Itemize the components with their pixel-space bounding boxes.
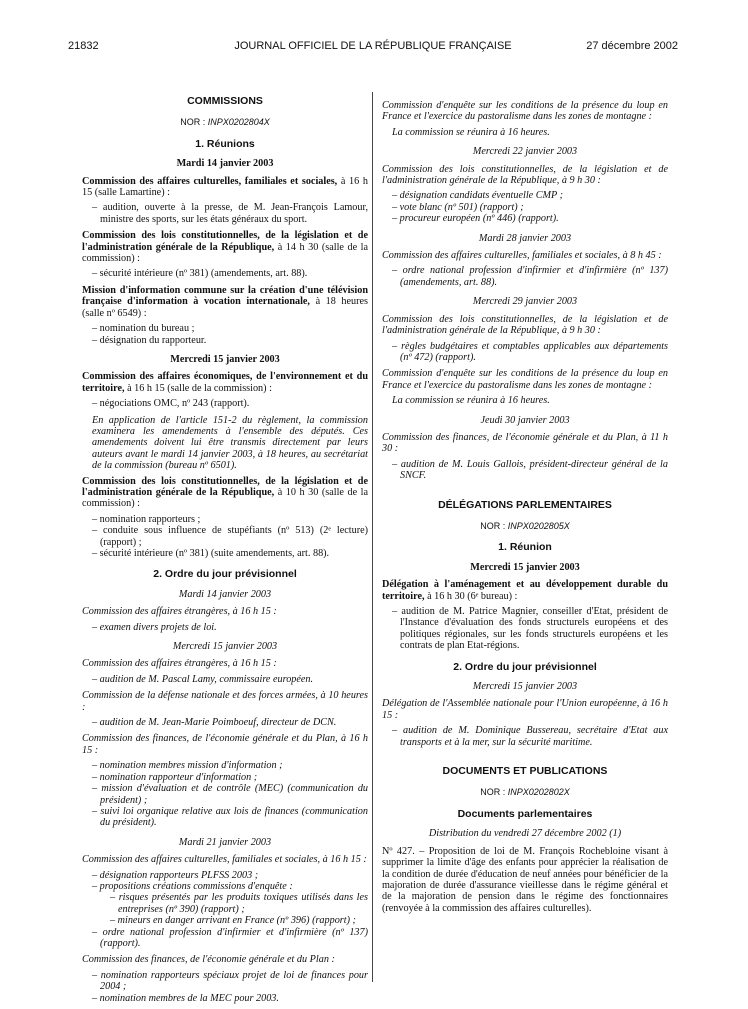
meeting-entry: Commission d'enquête sur les conditions de la présence du loup en France et l'exercice du pastoralisme dans les zones de montagne : <box>382 100 668 123</box>
list-item: – audition de M. Pascal Lamy, commissaire européen. <box>92 674 368 685</box>
list-item: – nomination du bureau ; <box>92 323 368 334</box>
list-item: – procureur européen (nº 446) (rapport). <box>392 213 668 224</box>
list-item: – vote blanc (nº 501) (rapport) ; <box>392 202 668 213</box>
meeting-entry: Commission des affaires culturelles, familiales et sociales, à 16 h 15 : <box>82 854 367 866</box>
agenda-list <box>382 341 668 364</box>
column-divider <box>372 92 373 982</box>
list-item: – sécurité intérieure (nº 381) (suite amendements, art. 88). <box>92 548 368 559</box>
list-item: – désignation du rapporteur. <box>92 335 368 346</box>
agenda-list <box>382 606 668 652</box>
meeting-entry: Commission des affaires étrangères, à 16 h 15 : <box>82 658 277 670</box>
list-item: – négociations OMC, nº 243 (rapport). <box>92 398 368 409</box>
day-heading: Mardi 28 janvier 2003 <box>478 232 572 244</box>
list-item: – risques présentés par les produits toxiques utilisés dans les entreprises (nº 390) (rapport) ; <box>110 892 368 915</box>
day-heading: Jeudi 30 janvier 2003 <box>480 414 570 426</box>
agenda-list <box>82 202 368 225</box>
agenda-list <box>382 459 668 482</box>
list-item: – conduite sous influence de stupéfiants (nº 513) (2ᵉ lecture) (rapport) ; <box>92 525 368 548</box>
day-heading: Mercredi 15 janvier 2003 <box>470 561 580 573</box>
meeting-entry: Commission des lois constitutionnelles, de la législation et de l'administration générale de la République, à 9 h 30 : <box>382 163 668 187</box>
meeting-entry: Commission des lois constitutionnelles, de la législation et de l'administration générale de la République, à 9 h 30 : <box>382 313 668 337</box>
list-item: – nomination membres mission d'information ; <box>92 760 368 771</box>
agenda-list <box>82 398 368 409</box>
list-item: – sécurité intérieure (nº 381) (amendements, art. 88). <box>92 268 368 279</box>
meeting-entry: Commission des finances, de l'économie générale et du Plan : <box>82 954 335 966</box>
subsection-reunion: 1. Réunion <box>498 541 552 554</box>
list-item: – ordre national profession d'infirmier et d'infirmière (nº 137) (rapport). <box>92 927 368 950</box>
meeting-entry: Délégation de l'Assemblée nationale pour l'Union européenne, à 16 h 15 : <box>382 698 668 721</box>
list-item: – désignation candidats éventuelle CMP ; <box>392 190 668 201</box>
meeting-entry: Commission des affaires culturelles, familiales et sociales, à 8 h 45 : <box>382 250 662 262</box>
note: La commission se réunira à 16 heures. <box>392 126 550 138</box>
day-heading: Mercredi 15 janvier 2003 <box>172 641 278 653</box>
issue-date: 27 décembre 2002 <box>586 40 678 52</box>
page-number: 21832 <box>68 40 99 52</box>
distribution-heading: Distribution du vendredi 27 décembre 2002 (1) <box>428 828 622 840</box>
list-item: – audition de M. Patrice Magnier, conseiller d'Etat, président de l'Instance d'évaluation des fonds structurels européens et des politiques régionales, sur les fonds structurels européens et les contrats de plan Etat-régions. <box>392 606 668 652</box>
right-column <box>382 100 668 918</box>
meeting-entry: Commission des lois constitutionnelles, de la législation et de l'administration générale de la République, à 14 h 30 (salle de la commission) : <box>82 230 369 265</box>
list-item: – audition de M. Dominique Bussereau, secrétaire d'Etat aux transports et à la mer, sur la sécurité maritime. <box>392 725 668 748</box>
meeting-entry: Commission des affaires économiques, de l'environnement et du territoire, à 16 h 15 (salle de la commission) : <box>82 371 368 394</box>
nor-reference: NOR : INPX0202804X <box>180 117 270 128</box>
list-item: – propositions créations commissions d'enquête : – risques présentés par les produits toxiques utilisés dans les entreprises (nº 390) (rapport) ; – mineurs en danger arrivant en France (nº 396) (rapport) ; <box>92 881 368 927</box>
day-heading: Mercredi 15 janvier 2003 <box>472 681 578 693</box>
left-column <box>82 96 368 1009</box>
list-item: – examen divers projets de loi. <box>92 622 368 633</box>
list-item: – règles budgétaires et comptables applicables aux départements (nº 472) (rapport). <box>392 341 668 364</box>
agenda-list <box>382 190 668 224</box>
nor-reference: NOR : INPX0202805X <box>480 520 570 531</box>
day-heading: Mercredi 29 janvier 2003 <box>472 296 578 308</box>
agenda-list <box>82 674 368 685</box>
note: En application de l'article 151-2 du règlement, la commission examinera les amendements à l'ensemble des députés. Ces amendements doivent lui être transmis directement par leurs auteurs avant le mardi 14 janvier 2003, à 18 heures, au secrétariat de la commission (bureau nº 6501). <box>92 414 368 472</box>
meeting-entry: Commission des lois constitutionnelles, de la législation et de l'administration générale de la République, à 10 h 30 (salle de la commission) : <box>82 475 369 510</box>
list-item: – ordre national profession d'infirmier et d'infirmière (nº 137) (amendements, art. 88). <box>392 265 668 288</box>
day-heading: Mercredi 22 janvier 2003 <box>472 146 578 158</box>
subsection-ordre: 2. Ordre du jour prévisionnel <box>453 660 597 673</box>
subsection-reunions: 1. Réunions <box>195 137 255 150</box>
list-item: – nomination rapporteur d'information ; <box>92 772 368 783</box>
agenda-list <box>82 760 368 828</box>
meeting-entry: Commission des finances, de l'économie générale et du Plan, à 16 h 15 : <box>82 733 368 756</box>
list-item: – nomination membres de la MEC pour 2003. <box>92 993 368 1004</box>
meeting-entry: Mission d'information commune sur la création d'une télévision française d'information à vocation internationale, à 18 heures (salle nº 6549) : <box>82 284 368 319</box>
meeting-entry: Commission des finances, de l'économie générale et du Plan, à 11 h 30 : <box>382 431 668 455</box>
nor-reference: NOR : INPX0202802X <box>480 787 570 798</box>
list-item: – mission d'évaluation et de contrôle (MEC) (communication du président) ; <box>92 783 368 806</box>
meeting-entry: Commission des affaires culturelles, familiales et sociales, à 16 h 15 (salle Lamartine) : <box>82 175 368 199</box>
day-heading: Mardi 14 janvier 2003 <box>178 588 272 600</box>
subsection-ordre: 2. Ordre du jour prévisionnel <box>153 568 297 581</box>
list-item: – audition de M. Jean-Marie Poimboeuf, directeur de DCN. <box>92 717 368 728</box>
meeting-entry: Commission de la défense nationale et des forces armées, à 10 heures : <box>82 690 368 713</box>
note: La commission se réunira à 16 heures. <box>392 395 550 407</box>
agenda-list <box>82 970 368 1004</box>
list-item: – mineurs en danger arrivant en France (nº 396) (rapport) ; <box>110 915 368 926</box>
agenda-list <box>82 323 368 346</box>
day-heading: Mardi 14 janvier 2003 <box>176 158 274 170</box>
list-item: – nomination rapporteurs spéciaux projet de loi de finances pour 2004 ; <box>92 970 368 993</box>
agenda-list <box>82 870 368 950</box>
journal-title: JOURNAL OFFICIEL DE LA RÉPUBLIQUE FRANÇAISE <box>234 40 512 52</box>
list-item: – suivi loi organique relative aux lois de finances (communication du président). <box>92 806 368 829</box>
meeting-entry: Délégation à l'aménagement et au développement durable du territoire, à 16 h 30 (6ᵉ bureau) : <box>382 579 668 602</box>
agenda-list <box>82 622 368 633</box>
subsection-documents: Documents parlementaires <box>457 807 593 820</box>
meeting-entry: Commission d'enquête sur les conditions de la présence du loup en France et l'exercice du pastoralisme dans les zones de montagne : <box>382 368 668 391</box>
list-item: – nomination rapporteurs ; <box>92 514 368 525</box>
document-entry: Nº 427. – Proposition de loi de M. François Rochebloine visant à supprimer la limite d'âge des enfants pour apprécier la réalisation de la condition de durée d'éducation de neuf années pour bénéficier de la majoration de durée d'assurance vieillesse dans le régime général et de la majoration de pension dans le régime des fonctionnaires (renvoyée à la commission des affaires culturelles). <box>382 845 668 914</box>
section-title-documents: DOCUMENTS ET PUBLICATIONS <box>442 765 608 778</box>
agenda-list <box>82 268 368 279</box>
day-heading: Mardi 21 janvier 2003 <box>178 836 272 848</box>
list-item: – audition de M. Louis Gallois, président-directeur général de la SNCF. <box>392 459 668 482</box>
section-title-commissions: COMMISSIONS <box>187 95 263 107</box>
agenda-list <box>82 514 368 560</box>
agenda-list <box>382 265 668 288</box>
meeting-entry: Commission des affaires étrangères, à 16 h 15 : <box>82 606 277 618</box>
list-item: – audition, ouverte à la presse, de M. Jean-François Lamour, ministre des sports, sur les états généraux du sport. <box>92 202 368 225</box>
agenda-list <box>82 717 368 728</box>
day-heading: Mercredi 15 janvier 2003 <box>170 353 280 365</box>
sub-list <box>100 892 368 926</box>
list-item: – désignation rapporteurs PLFSS 2003 ; <box>92 870 368 881</box>
agenda-list <box>382 725 668 748</box>
page-header <box>68 40 678 56</box>
section-title-delegations: DÉLÉGATIONS PARLEMENTAIRES <box>438 498 612 511</box>
